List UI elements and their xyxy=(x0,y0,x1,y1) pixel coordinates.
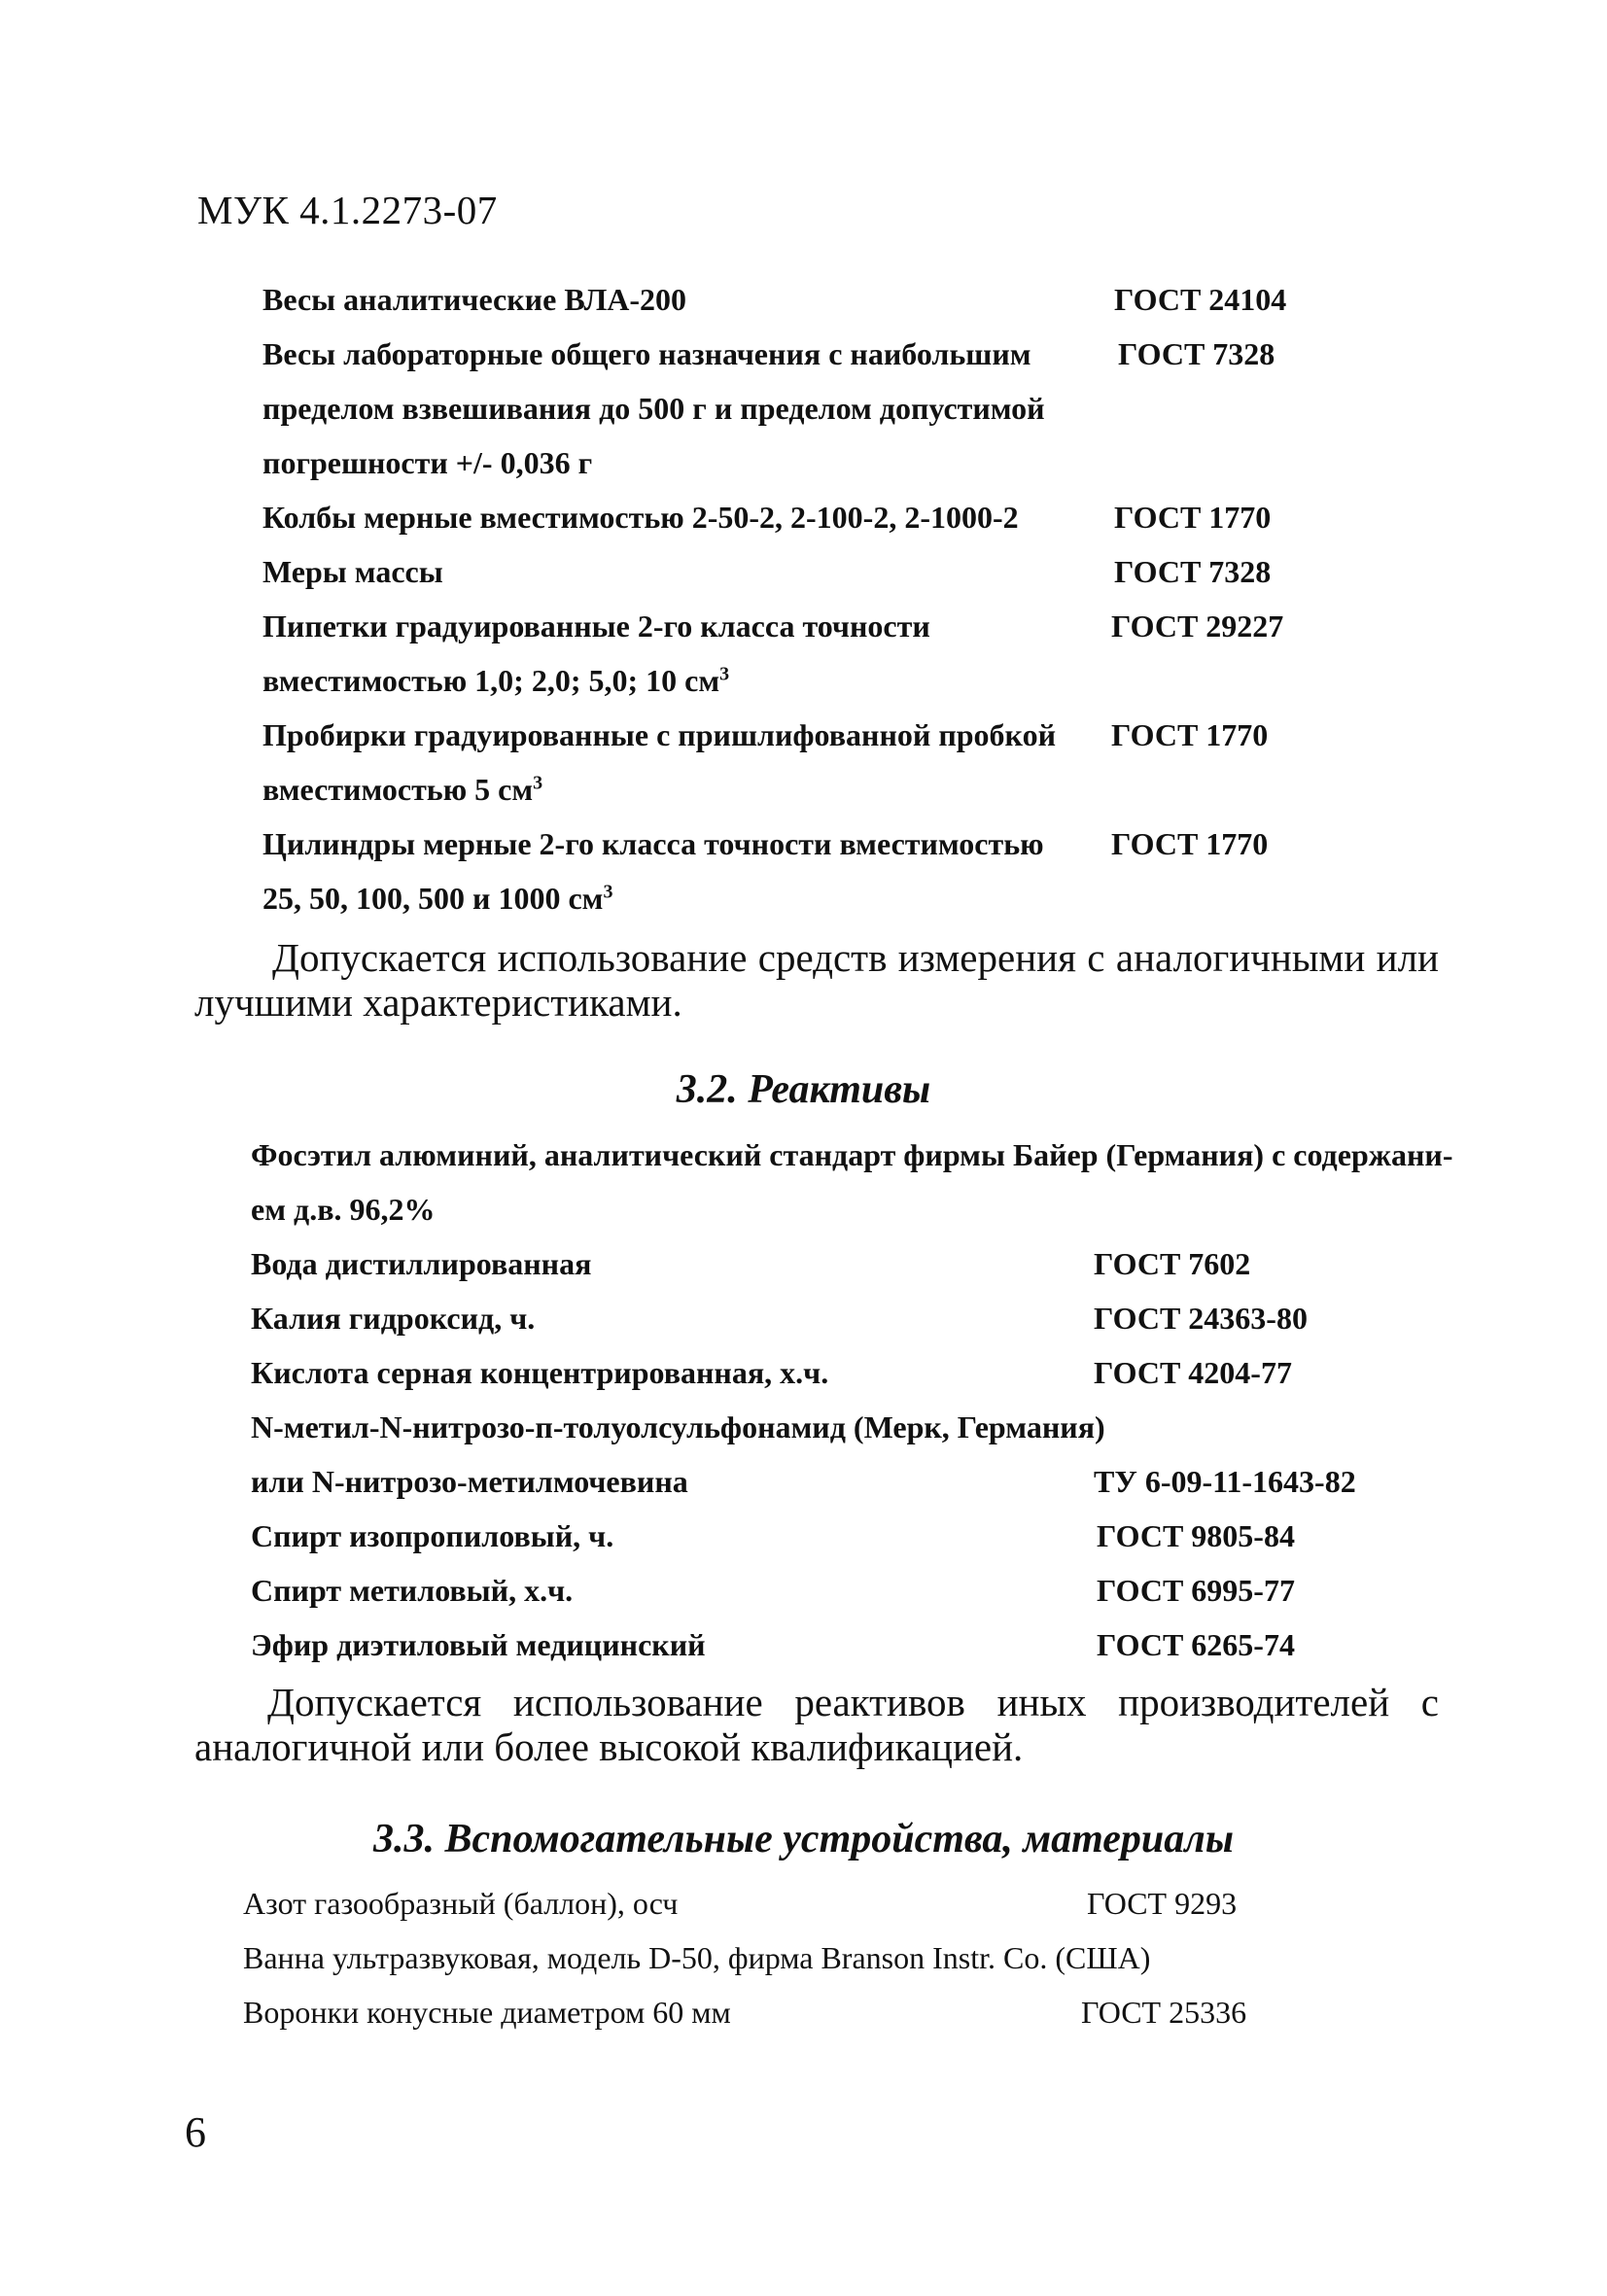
list-item xyxy=(0,1137,1607,1192)
item-name: Ванна ультразвуковая, модель D-50, фирма Branson Instr. Co. (США) xyxy=(243,1940,1151,1975)
list-item xyxy=(0,1995,1607,2049)
item-standard: ГОСТ 9805-84 xyxy=(1097,1518,1295,1553)
item-name: Меры массы xyxy=(262,554,443,589)
item-standard: ГОСТ 6995-77 xyxy=(1097,1573,1295,1608)
list-item xyxy=(0,1886,1607,1940)
list-item xyxy=(0,554,1607,609)
item-name: Весы лабораторные общего назначения с наибольшим xyxy=(262,336,1031,371)
item-standard: ГОСТ 25336 xyxy=(1081,1995,1247,2030)
list-item xyxy=(0,772,1607,826)
document-code-header: МУК 4.1.2273-07 xyxy=(197,188,498,232)
item-standard: ГОСТ 1770 xyxy=(1111,717,1269,752)
reagents-note: Допускается использование реактивов иных производителей с аналогичной или более высокой квалификацией. xyxy=(194,1680,1439,1769)
item-name: Цилиндры мерные 2-го класса точности вместимостью xyxy=(262,826,1044,861)
item-name: Спирт метиловый, х.ч. xyxy=(251,1573,574,1608)
list-item xyxy=(0,1192,1607,1246)
item-name: вместимостью 5 $см^3$ xyxy=(262,772,543,807)
page-number: 6 xyxy=(185,2108,206,2156)
list-item xyxy=(0,1246,1607,1301)
item-name: Воронки конусные диаметром 60 мм xyxy=(243,1995,731,2030)
instruments-note: Допускается использование средств измерения с аналогичными или лучшими характеристиками. xyxy=(194,935,1439,1025)
item-standard: ГОСТ 1770 xyxy=(1111,826,1269,861)
item-name: погрешности +/- 0,036 г xyxy=(262,445,593,480)
item-name: вместимостью 1,0; 2,0; 5,0; 10 $см^3$ xyxy=(262,663,730,698)
item-standard: ГОСТ 29227 xyxy=(1111,609,1284,644)
item-name: Весы аналитические ВЛА-200 xyxy=(262,282,687,317)
superscript: 3 xyxy=(719,663,730,685)
item-name: или N-нитрозо-метилмочевина xyxy=(251,1464,688,1499)
item-standard: ГОСТ 7328 xyxy=(1114,554,1272,589)
item-name: Кислота серная концентрированная, х.ч. xyxy=(251,1355,829,1390)
list-item xyxy=(0,1409,1607,1464)
list-item xyxy=(0,1355,1607,1409)
list-item xyxy=(0,500,1607,554)
item-name: 25, 50, 100, 500 и 1000 $см^3$ xyxy=(262,881,613,916)
list-item xyxy=(0,391,1607,445)
list-item xyxy=(0,1518,1607,1573)
list-item xyxy=(0,826,1607,881)
item-name: Азот газообразный (баллон), осч xyxy=(243,1886,679,1921)
item-standard: ГОСТ 24104 xyxy=(1114,282,1287,317)
superscript: 3 xyxy=(603,881,613,903)
list-item xyxy=(0,717,1607,772)
item-standard: ГОСТ 6265-74 xyxy=(1097,1627,1295,1662)
section-heading-auxiliary: 3.3. Вспомогательные устройства, материалы xyxy=(373,1817,1234,1861)
superscript: 3 xyxy=(533,772,543,794)
item-name: Эфир диэтиловый медицинский xyxy=(251,1627,706,1662)
list-item xyxy=(0,1464,1607,1518)
item-name: ем д.в. 96,2% xyxy=(251,1192,436,1227)
item-standard: ГОСТ 24363-80 xyxy=(1094,1301,1308,1336)
list-item xyxy=(0,1627,1607,1682)
item-standard: ТУ 6-09-11-1643-82 xyxy=(1094,1464,1356,1499)
item-standard: ГОСТ 4204-77 xyxy=(1094,1355,1292,1390)
list-item xyxy=(0,445,1607,500)
item-name: Пробирки градуированные с пришлифованной пробкой xyxy=(262,717,1056,752)
item-standard: ГОСТ 1770 xyxy=(1114,500,1272,535)
list-item xyxy=(0,1573,1607,1627)
list-item xyxy=(0,663,1607,717)
item-name: Вода дистиллированная xyxy=(251,1246,592,1281)
item-standard: ГОСТ 7328 xyxy=(1118,336,1275,371)
item-name: пределом взвешивания до 500 г и пределом допустимой xyxy=(262,391,1045,426)
list-item xyxy=(0,282,1607,336)
item-name: Колбы мерные вместимостью 2-50-2, 2-100-2, 2-1000-2 xyxy=(262,500,1019,535)
list-item xyxy=(0,609,1607,663)
list-item xyxy=(0,881,1607,935)
item-name: N-метил-N-нитрозо-п-толуолсульфонамид (Мерк, Германия) xyxy=(251,1409,1105,1444)
item-standard: ГОСТ 7602 xyxy=(1094,1246,1251,1281)
section-heading-reagents: 3.2. Реактивы xyxy=(676,1067,931,1112)
list-item xyxy=(0,1301,1607,1355)
item-standard: ГОСТ 9293 xyxy=(1087,1886,1238,1921)
item-name: Пипетки градуированные 2-го класса точности xyxy=(262,609,930,644)
item-name: Фосэтил алюминий, аналитический стандарт фирмы Байер (Германия) с содержани- xyxy=(251,1137,1453,1172)
list-item xyxy=(0,1940,1607,1995)
item-name: Спирт изопропиловый, ч. xyxy=(251,1518,614,1553)
list-item xyxy=(0,336,1607,391)
item-name: Калия гидроксид, ч. xyxy=(251,1301,536,1336)
